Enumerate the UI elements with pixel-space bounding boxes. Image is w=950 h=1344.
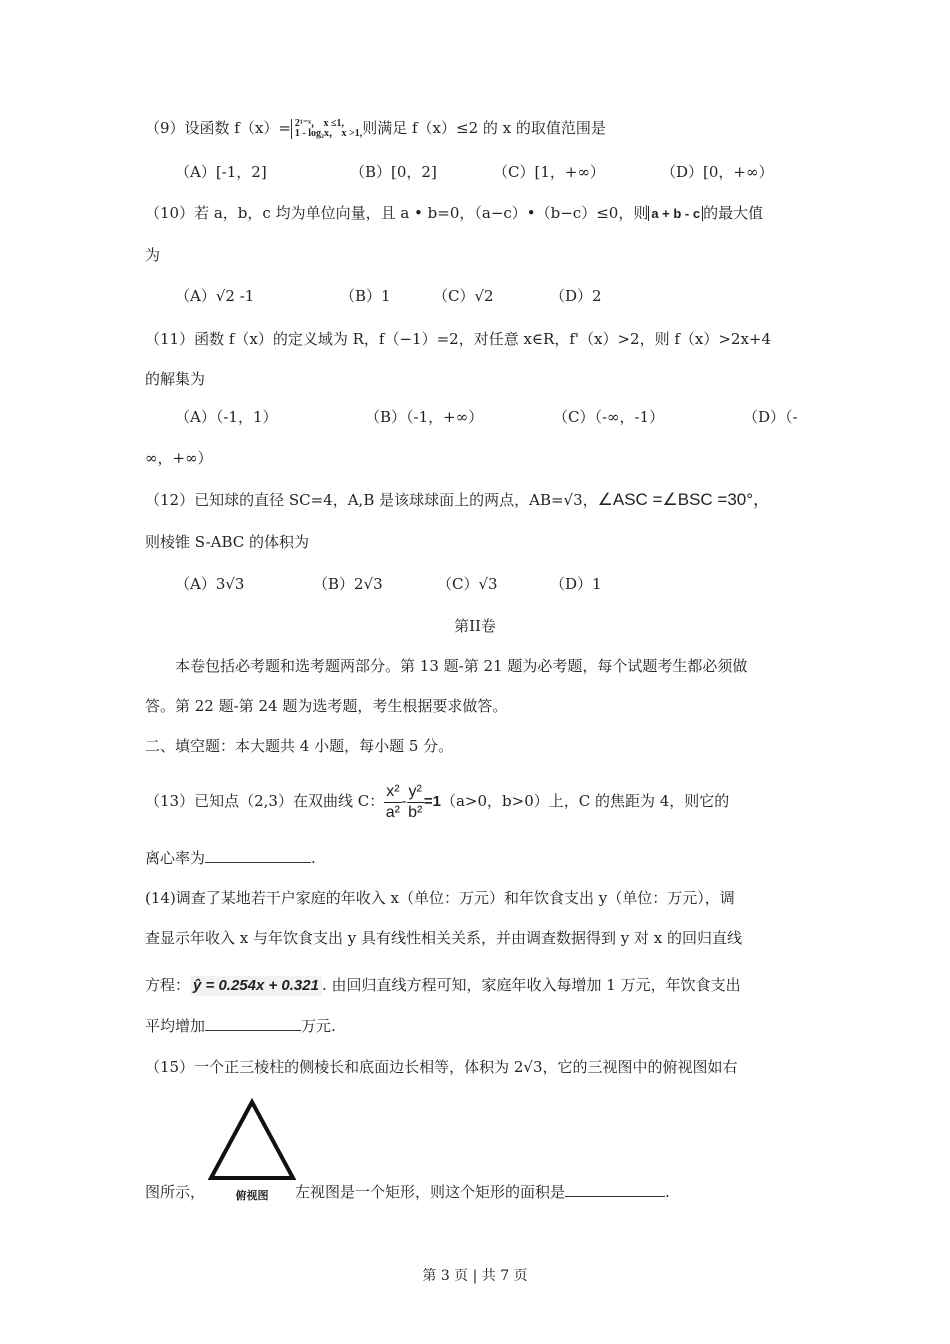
option-a: （A）[-1，2] bbox=[175, 163, 267, 181]
denominator: b² bbox=[408, 803, 423, 821]
option-a: （A）3√3 bbox=[175, 575, 245, 593]
option-d: （D）2 bbox=[550, 287, 602, 305]
q14-line2: 查显示年收入 x 与年饮食支出 y 具有线性相关关系，并由调查数据得到 y 对 x 的回归直线 bbox=[145, 929, 743, 947]
regression-equation-image: ŷ = 0.254x + 0.321 bbox=[190, 976, 322, 996]
option-d: （D）[0，+∞） bbox=[661, 163, 774, 181]
fraction-x bbox=[384, 782, 401, 823]
q15-text: 图所示， bbox=[145, 1183, 206, 1201]
option-b: （B）1 bbox=[340, 287, 391, 305]
denominator: a² bbox=[385, 803, 400, 821]
q14-text-cont: . 由回归直线方程可知，家庭年收入每增加 1 万元，年饮食支出 bbox=[321, 976, 741, 994]
q13-text: 离心率为 bbox=[145, 849, 206, 867]
q15-line2 bbox=[145, 1182, 670, 1202]
q13-line2 bbox=[145, 848, 316, 868]
option-c: （C）（-∞，-1） bbox=[553, 408, 665, 426]
q12-stem: （12）已知球的直径 SC=4，A,B 是该球球面上的两点，AB=√3， bbox=[145, 491, 598, 509]
option-a: （A）（-1，1） bbox=[175, 408, 278, 426]
option-b: （B）2√3 bbox=[313, 575, 383, 593]
q15-text-cont: 左视图是一个矩形，则这个矩形的面积是 bbox=[295, 1183, 566, 1201]
q10-line2: 为 bbox=[145, 246, 161, 264]
equals-one: =1 bbox=[423, 793, 441, 810]
q9-stem-end: 则满足 f（x）≤2 的 x 的取值范围是 bbox=[362, 119, 606, 137]
q14-text: 平均增加 bbox=[145, 1017, 206, 1035]
option-a: （A）√2 -1 bbox=[175, 287, 255, 305]
q11-line2: 的解集为 bbox=[145, 370, 206, 388]
q10-stem: （10）若 a，b，c 均为单位向量，且 a • b=0，（a−c）•（b−c）≤0，则 bbox=[145, 204, 649, 222]
intro-line1: 本卷包括必考题和选考题两部分。第 13 题-第 21 题为必考题，每个试题考生都必须做 bbox=[175, 657, 748, 675]
numerator: x² bbox=[384, 782, 401, 803]
option-b: （B）[0，2] bbox=[350, 163, 437, 181]
answer-blank[interactable] bbox=[565, 1182, 665, 1197]
q12-line2: 则棱锥 S-ABC 的体积为 bbox=[145, 533, 310, 551]
q14-line3 bbox=[145, 975, 741, 996]
q10-stem-end: 的最大值 bbox=[703, 204, 764, 222]
angle-condition: ∠ASC =∠BSC =30°， bbox=[597, 490, 771, 509]
case-1: 2¹⁻ˣ， x ≤1, bbox=[294, 118, 345, 129]
figure-label: 俯视图 bbox=[235, 1190, 269, 1202]
part-2-heading: 二、填空题：本大题共 4 小题，每小题 5 分。 bbox=[145, 737, 454, 755]
q14-text: 方程： bbox=[145, 976, 191, 994]
option-b: （B）（-1，+∞） bbox=[365, 408, 484, 426]
question-13 bbox=[145, 780, 729, 823]
minus-sign: - bbox=[401, 793, 407, 810]
period: . bbox=[665, 1183, 670, 1201]
piecewise-function bbox=[291, 119, 362, 139]
question-15: （15）一个正三棱柱的侧棱长和底面边长相等，体积为 2√3，它的三视图中的俯视图如右 bbox=[145, 1058, 738, 1076]
q14-line4 bbox=[145, 1016, 336, 1036]
unit-text: 万元. bbox=[301, 1017, 336, 1035]
q9-stem: （9）设函数 f（x）= bbox=[145, 119, 291, 137]
answer-blank[interactable] bbox=[205, 848, 311, 863]
fraction-y bbox=[407, 782, 424, 823]
option-c: （C）√3 bbox=[437, 575, 498, 593]
case-2: 1 - log₂x， x >1, bbox=[294, 128, 363, 139]
q11-option-d-cont: ∞，+∞） bbox=[145, 449, 213, 467]
period: . bbox=[311, 849, 316, 867]
answer-blank[interactable] bbox=[205, 1016, 301, 1031]
q13-stem: （13）已知点（2,3）在双曲线 C： bbox=[145, 792, 385, 810]
question-9 bbox=[145, 118, 606, 139]
question-14: (14)调查了某地若干户家庭的年收入 x（单位：万元）和年饮食支出 y（单位：万元），调 bbox=[145, 889, 735, 907]
section-title: 第II卷 bbox=[454, 617, 496, 635]
intro-line2: 答。第 22 题-第 24 题为选考题，考生根据要求做答。 bbox=[145, 697, 508, 715]
question-11: （11）函数 f（x）的定义域为 R，f（−1）=2，对任意 x∈R，f'（x）>2，则 f（x）>2x+4 bbox=[145, 330, 772, 348]
option-d: （D）1 bbox=[550, 575, 602, 593]
triangle-icon bbox=[207, 1098, 297, 1183]
q13-stem-end: （a>0，b>0）上，C 的焦距为 4，则它的 bbox=[440, 792, 730, 810]
abs-expression: a + b - c bbox=[648, 206, 703, 221]
option-d: （D）（- bbox=[743, 408, 798, 426]
option-c: （C）[1，+∞） bbox=[493, 163, 605, 181]
page-footer: 第 3 页 | 共 7 页 bbox=[422, 1268, 528, 1284]
numerator: y² bbox=[407, 782, 424, 803]
question-10 bbox=[145, 203, 763, 224]
question-12 bbox=[145, 490, 770, 510]
option-c: （C）√2 bbox=[433, 287, 494, 305]
